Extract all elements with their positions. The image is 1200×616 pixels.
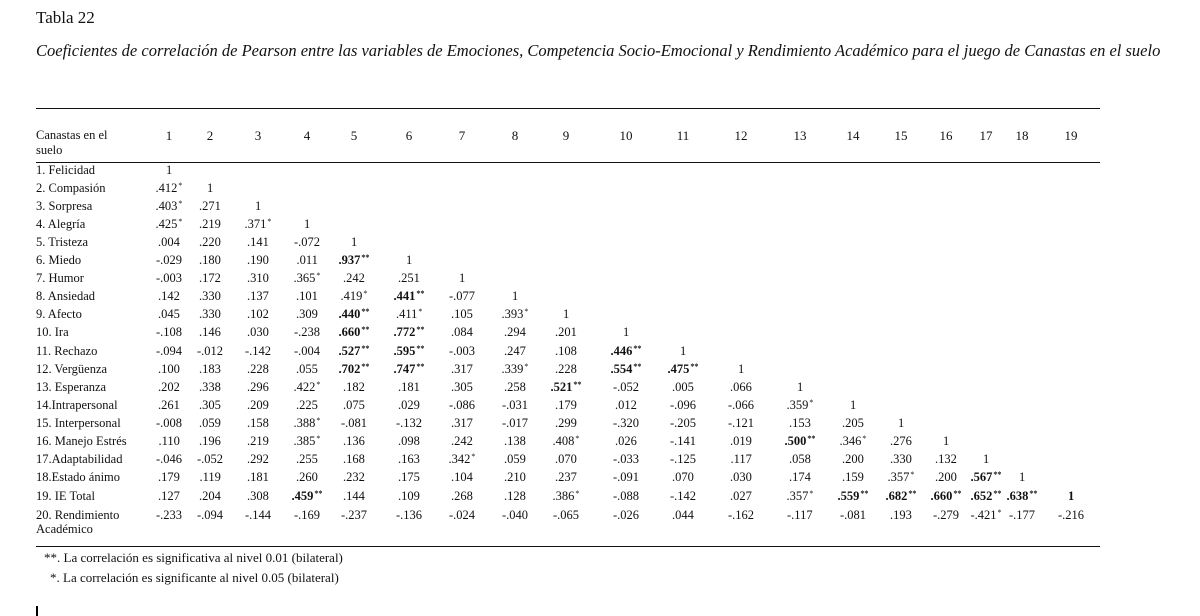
table-cell: .660** [930, 489, 962, 503]
table-cell: .232 [343, 470, 365, 484]
table-cell: -.086 [449, 398, 476, 412]
table-cell: .196 [199, 434, 221, 448]
table-cell: .554** [610, 362, 642, 376]
table-cell: .527** [338, 344, 370, 358]
table-cell: .228 [247, 362, 269, 376]
table-cell: .422* [293, 380, 321, 394]
table-cell: .100 [158, 362, 180, 376]
table-cell: 1 [255, 199, 262, 213]
table-cell: .359* [786, 398, 814, 412]
table-cell: .260 [296, 470, 318, 484]
table-cell: .104 [451, 470, 473, 484]
table-cell: .181 [398, 380, 420, 394]
table-cell: .251 [398, 271, 420, 285]
table-cell: .019 [730, 434, 752, 448]
table-cell: -.142 [245, 344, 272, 358]
table-cell: .294 [504, 325, 526, 339]
table-cell: .330 [199, 307, 221, 321]
table-cell: -.046 [156, 452, 183, 466]
corner-header: Canastas en el suelo [36, 128, 108, 157]
column-header: 13 [793, 128, 807, 143]
table-cell: -.142 [670, 489, 697, 503]
table-cell: .440** [338, 307, 370, 321]
table-cell: .371* [244, 217, 272, 231]
table-cell: -.233 [156, 508, 183, 522]
table-cell: 1 [1019, 470, 1026, 484]
table-cell: .459** [291, 489, 323, 503]
table-cell: .419* [340, 289, 368, 303]
table-cell: -.238 [294, 325, 321, 339]
table-cell: -.320 [613, 416, 640, 430]
table-cell: .182 [343, 380, 365, 394]
table-cell: -.108 [156, 325, 183, 339]
table-cell: .144 [343, 489, 365, 503]
row-label: 2. Compasión [36, 181, 106, 195]
table-cell: -.162 [728, 508, 755, 522]
table-cell: 1 [738, 362, 745, 376]
table-cell: 1 [351, 235, 358, 249]
table-cell: -.421* [970, 508, 1002, 522]
table-cell: -.031 [502, 398, 529, 412]
table-cell: -.096 [670, 398, 697, 412]
table-cell: 1 [459, 271, 466, 285]
table-cell: .500** [784, 434, 816, 448]
table-cell: 1 [207, 181, 214, 195]
row-label: 16. Manejo Estrés [36, 434, 127, 448]
table-cell: .200 [842, 452, 864, 466]
row-label: 10. Ira [36, 325, 69, 339]
row-label: 6. Miedo [36, 253, 82, 267]
table-cell: .357* [887, 470, 915, 484]
column-header: 5 [350, 128, 358, 143]
table-cell: -.008 [156, 416, 183, 430]
table-cell: .261 [158, 398, 180, 412]
table-cell: .066 [730, 380, 752, 394]
table-cell: 1 [166, 163, 173, 177]
column-header: 3 [254, 128, 262, 143]
table-cell: -.279 [933, 508, 960, 522]
row-label: 13. Esperanza [36, 380, 107, 394]
column-header: 14 [846, 128, 860, 143]
table-cell: -.205 [670, 416, 697, 430]
row-label: 17.Adaptabilidad [36, 452, 123, 466]
table-cell: .011 [296, 253, 318, 267]
table-cell: .128 [504, 489, 526, 503]
table-cell: .567** [970, 470, 1002, 484]
table-cell: .242 [451, 434, 473, 448]
table-cell: .702** [338, 362, 370, 376]
row-label: 9. Afecto [36, 307, 82, 321]
table-cell: .219 [247, 434, 269, 448]
table-cell: -.052 [197, 452, 224, 466]
table-cell: .242 [343, 271, 365, 285]
rule-bottom [36, 546, 1100, 547]
table-cell: -.141 [670, 434, 697, 448]
table-cell: .247 [504, 344, 526, 358]
column-header: 10 [619, 128, 633, 143]
table-cell: .029 [398, 398, 420, 412]
table-cell: 1 [563, 307, 570, 321]
table-cell: 1 [1068, 489, 1075, 503]
table-cell: .168 [343, 452, 365, 466]
table-cell: .174 [789, 470, 811, 484]
table-cell: .346* [839, 434, 867, 448]
rule-header [36, 162, 1100, 163]
table-cell: -.065 [553, 508, 580, 522]
table-cell: -.125 [670, 452, 697, 466]
table-cell: .179 [555, 398, 577, 412]
table-cell: -.216 [1058, 508, 1085, 522]
table-cell: -.117 [787, 508, 813, 522]
table-cell: .058 [789, 452, 811, 466]
table-cell: .403* [155, 199, 183, 213]
table-cell: -.121 [728, 416, 755, 430]
table-cell: .153 [789, 416, 811, 430]
table-cell: .119 [199, 470, 221, 484]
table-cell: .200 [935, 470, 957, 484]
row-label: 7. Humor [36, 271, 84, 285]
table-cell: .183 [199, 362, 221, 376]
table-cell: .258 [504, 380, 526, 394]
table-cell: .202 [158, 380, 180, 394]
column-header: 2 [206, 128, 214, 143]
table-cell: .105 [451, 307, 473, 321]
table-cell: .146 [199, 325, 221, 339]
column-header: 17 [979, 128, 993, 143]
row-label: 4. Alegría [36, 217, 86, 231]
table-cell: -.003 [449, 344, 476, 358]
table-cell: .004 [158, 235, 180, 249]
table-cell: .475** [667, 362, 699, 376]
table-cell: -.024 [449, 508, 476, 522]
table-cell: 1 [943, 434, 950, 448]
table-cell: .225 [296, 398, 318, 412]
table-cell: .412* [155, 181, 183, 195]
table-cell: .205 [842, 416, 864, 430]
table-cell: .386* [552, 489, 580, 503]
table-cell: .132 [935, 452, 957, 466]
column-header: 4 [303, 128, 311, 143]
table-cell: -.094 [156, 344, 183, 358]
table-cell: .055 [296, 362, 318, 376]
table-cell: .317 [451, 416, 473, 430]
row-label: 19. IE Total [36, 489, 95, 503]
table-cell: .181 [247, 470, 269, 484]
table-cell: .158 [247, 416, 269, 430]
table-cell: .179 [158, 470, 180, 484]
row-label: 20. Rendimiento Académico [36, 508, 120, 536]
row-label: 5. Tristeza [36, 235, 89, 249]
row-label: 1. Felicidad [36, 163, 96, 177]
table-cell: .365* [293, 271, 321, 285]
table-cell: .030 [730, 470, 752, 484]
table-cell: .317 [451, 362, 473, 376]
table-subtitle: Coeficientes de correlación de Pearson entre las variables de Emociones, Competencia Socio-Emocional y Rendimiento Académico para el juego de Canastas en el suelo [36, 41, 1161, 60]
table-cell: -.144 [245, 508, 272, 522]
table-cell: .237 [555, 470, 577, 484]
rule-top [36, 108, 1100, 109]
table-cell: -.177 [1009, 508, 1036, 522]
table-cell: .117 [730, 452, 752, 466]
table-cell: 1 [680, 344, 687, 358]
table-cell: .136 [343, 434, 365, 448]
table-cell: -.081 [840, 508, 867, 522]
table-cell: -.003 [156, 271, 183, 285]
table-cell: .446** [610, 344, 642, 358]
table-cell: -.072 [294, 235, 321, 249]
table-cell: -.017 [502, 416, 529, 430]
table-cell: .559** [837, 489, 869, 503]
table-cell: 1 [797, 380, 804, 394]
table-cell: -.088 [613, 489, 640, 503]
table-cell: .108 [555, 344, 577, 358]
table-cell: 1 [623, 325, 630, 339]
table-cell: 1 [512, 289, 519, 303]
table-cell: .638** [1006, 489, 1038, 503]
table-cell: .137 [247, 289, 269, 303]
table-cell: .299 [555, 416, 577, 430]
row-label: 3. Sorpresa [36, 199, 93, 213]
table-cell: -.094 [197, 508, 224, 522]
table-cell: .747** [393, 362, 425, 376]
table-cell: .393* [501, 307, 529, 321]
row-label: 11. Rechazo [36, 344, 98, 358]
column-header: 12 [734, 128, 748, 143]
footnote-1: **. La correlación es significativa al nivel 0.01 (bilateral) [44, 550, 343, 565]
table-cell: .330 [890, 452, 912, 466]
table-cell: .180 [199, 253, 221, 267]
column-header: 8 [511, 128, 519, 143]
row-label: 14.Intrapersonal [36, 398, 118, 412]
table-cell: .342* [448, 452, 476, 466]
table-cell: -.237 [341, 508, 368, 522]
table-cell: .209 [247, 398, 269, 412]
column-header: 1 [165, 128, 173, 143]
row-label: 8. Ansiedad [36, 289, 96, 303]
table-cell: .255 [296, 452, 318, 466]
table-cell: .330 [199, 289, 221, 303]
table-cell: .408* [552, 434, 580, 448]
table-cell: .084 [451, 325, 473, 339]
table-cell: .070 [555, 452, 577, 466]
column-header: 16 [939, 128, 953, 143]
table-cell: .441** [393, 289, 425, 303]
table-cell: -.132 [396, 416, 423, 430]
table-cell: -.033 [613, 452, 640, 466]
table-cell: .059 [199, 416, 221, 430]
table-cell: .098 [398, 434, 420, 448]
table-cell: .308 [247, 489, 269, 503]
table-cell: -.052 [613, 380, 640, 394]
table-cell: .190 [247, 253, 269, 267]
table-cell: .204 [199, 489, 221, 503]
table-cell: .110 [158, 434, 180, 448]
table-cell: 1 [304, 217, 311, 231]
table-cell: -.077 [449, 289, 476, 303]
table-cell: .026 [615, 434, 637, 448]
table-cell: -.091 [613, 470, 640, 484]
table-cell: -.026 [613, 508, 640, 522]
table-cell: .030 [247, 325, 269, 339]
table-cell: .310 [247, 271, 269, 285]
table-cell: .305 [199, 398, 221, 412]
column-header: 15 [894, 128, 908, 143]
table-cell: -.136 [396, 508, 423, 522]
table-cell: .388* [293, 416, 321, 430]
table-cell: .005 [672, 380, 694, 394]
table-cell: .339* [501, 362, 529, 376]
table-cell: .175 [398, 470, 420, 484]
table-cell: .385* [293, 434, 321, 448]
table-cell: .268 [451, 489, 473, 503]
table-title: Tabla 22 [36, 8, 95, 27]
table-cell: -.004 [294, 344, 321, 358]
column-header: 18 [1015, 128, 1029, 143]
table-cell: .228 [555, 362, 577, 376]
table-cell: .292 [247, 452, 269, 466]
text-cursor [36, 606, 38, 616]
table-cell: .660** [338, 325, 370, 339]
row-label: 12. Vergüenza [36, 362, 108, 376]
table-cell: -.029 [156, 253, 183, 267]
table-cell: .276 [890, 434, 912, 448]
table-cell: .357* [786, 489, 814, 503]
table-cell: -.081 [341, 416, 368, 430]
table-cell: .141 [247, 235, 269, 249]
table-cell: .075 [343, 398, 365, 412]
table-cell: .109 [398, 489, 420, 503]
table-cell: .309 [296, 307, 318, 321]
table-cell: .142 [158, 289, 180, 303]
table-cell: 1 [406, 253, 413, 267]
row-label: 15. Interpersonal [36, 416, 121, 430]
table-cell: -.012 [197, 344, 224, 358]
table-cell: .012 [615, 398, 637, 412]
table-cell: .101 [296, 289, 318, 303]
table-cell: .595** [393, 344, 425, 358]
table-cell: .425* [155, 217, 183, 231]
table-cell: .201 [555, 325, 577, 339]
table-cell: .044 [672, 508, 694, 522]
column-header: 11 [676, 128, 690, 143]
column-header: 6 [405, 128, 413, 143]
table-cell: -.169 [294, 508, 321, 522]
table-cell: .338 [199, 380, 221, 394]
table-cell: .305 [451, 380, 473, 394]
table-cell: .102 [247, 307, 269, 321]
table-cell: 1 [983, 452, 990, 466]
table-cell: .219 [199, 217, 221, 231]
table-cell: .682** [885, 489, 917, 503]
column-header: 19 [1064, 128, 1078, 143]
table-cell: .059 [504, 452, 526, 466]
table-cell: .138 [504, 434, 526, 448]
table-cell: -.066 [728, 398, 755, 412]
column-header: 9 [562, 128, 570, 143]
table-cell: .193 [890, 508, 912, 522]
table-cell: .296 [247, 380, 269, 394]
table-cell: .045 [158, 307, 180, 321]
table-cell: .772** [393, 325, 425, 339]
row-label: 18.Estado ánimo [36, 470, 121, 484]
table-cell: 1 [850, 398, 857, 412]
table-cell: .027 [730, 489, 752, 503]
table-cell: .159 [842, 470, 864, 484]
table-cell: .271 [199, 199, 221, 213]
table-cell: .210 [504, 470, 526, 484]
table-cell: .937** [338, 253, 370, 267]
table-cell: .163 [398, 452, 420, 466]
table-cell: .070 [672, 470, 694, 484]
footnote-2: *. La correlación es significante al nivel 0.05 (bilateral) [50, 570, 339, 585]
table-cell: .411* [396, 307, 423, 321]
column-header: 7 [458, 128, 466, 143]
table-cell: 1 [898, 416, 905, 430]
table-cell: .127 [158, 489, 180, 503]
table-cell: .220 [199, 235, 221, 249]
table-cell: .172 [199, 271, 221, 285]
table-cell: .652** [970, 489, 1002, 503]
table-cell: -.040 [502, 508, 529, 522]
table-cell: .521** [550, 380, 582, 394]
